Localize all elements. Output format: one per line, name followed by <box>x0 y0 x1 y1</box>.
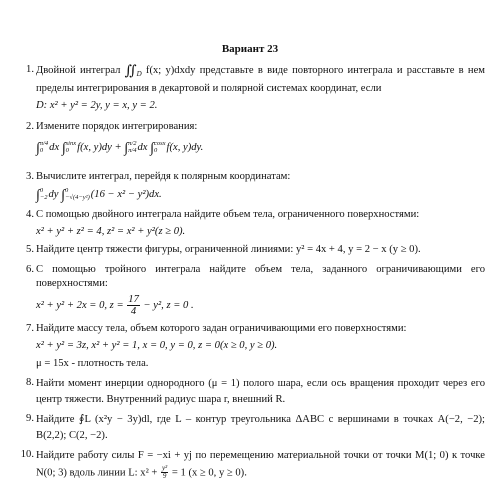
task-number: 1. <box>26 64 34 75</box>
task-8: 8. Найти момент инерции однородного (μ = 1) полого шара, если ось вращения проходит через его центр тяжести. Внутренний радиус шара r, внешний R. <box>20 376 485 409</box>
task-6: 6. С помощью тройного интеграла найдите объем тела, заданного ограничивающими его поверхностями: x² + y² + 2x = 0, z = $\frac{17}{4}$ − y², z = 0 . <box>20 263 485 317</box>
task-formula: ∫ 0 −2 dy ∫ 0 −√(4−y²) (16 − x² − y²)dx. <box>36 187 162 204</box>
task-5: 5. Найдите центр тяжести фигуры, ограниченной линиями: y² = 4x + 4, y = 2 − x (y ≥ 0). <box>20 243 485 257</box>
task-number: 2. <box>26 121 34 132</box>
task-4: 4. С помощью двойного интеграла найдите объем тела, ограниченного поверхностями: x² + y² + z² = 4, z² = x² + y²(z ≥ 0). <box>20 208 485 240</box>
task-formula: ∫ π/4 0 dx ∫ sinx 0 f(x, y)dy + ∫ π/2 π/4 dx ∫ cosx 0 f(x, y)dy. <box>36 140 204 157</box>
density-note: μ = 15x - плотность тела. <box>36 357 149 369</box>
variant-title: Вариант 23 <box>221 43 279 55</box>
task-number: 5. <box>26 244 34 255</box>
task-number: 4. <box>26 209 34 220</box>
task-number: 10. <box>20 449 34 460</box>
task-1: 1. Двойной интеграл $∬_D$ f(x; y)dxdy представьте в виде повторного интеграла и расставьте в нем пределы интегрирования в декартовой и полярной системах координат, если D: x² + y² = 2y, y = x, y = 2. <box>20 63 485 113</box>
task-10: 10. Найдите работу силы F = −xi + yj по перемещению материальной точки от точки M(1; 0) к точке N(0; 3) вдоль линии L: x² + $\frac{\text{y²}}{9}$ = 1 (x ≥ 0, y ≥ 0). <box>20 449 485 481</box>
task-9: 9. Найдите ∮L (x²y − 3y)dl, где L – контур треугольника ΔABC с вершинами в точках A(−2, −2); B(2,2); C(2, −2). <box>20 412 485 445</box>
task-number: 8. <box>26 377 34 388</box>
task-formula: D: x² + y² = 2y, y = x, y = 2. <box>36 100 158 112</box>
task-2: 2. Измените порядок интегрирования: ∫ π/4 0 dx ∫ sinx 0 f(x, y)dy + ∫ π/2 π/4 dx ∫ cosx 0 f(x, y)dy. <box>20 120 485 159</box>
task-3: 3. Вычислите интеграл, перейдя к полярным координатам: ∫ 0 −2 dy ∫ 0 −√(4−y²) (16 − x² − y²)dx. <box>20 170 485 206</box>
task-number: 7. <box>26 323 34 334</box>
task-formula: x² + y² + z² = 4, z² = x² + y²(z ≥ 0). <box>36 226 186 238</box>
task-formula: x² + y² + 2x = 0, z = $\frac{17}{4}$ − y², z = 0 . <box>36 293 194 317</box>
task-number: 6. <box>26 264 34 275</box>
task-formula: x² + y² = 3z, x² + y² = 1, x = 0, y = 0, z = 0(x ≥ 0, y ≥ 0). <box>36 340 278 352</box>
double-integral-sign: ∬ <box>124 64 137 79</box>
task-7: 7. Найдите массу тела, объем которого задан ограничивающими его поверхностями: x² + y² = 3z, x² + y² = 1, x = 0, y = 0, z = 0(x ≥ 0, y ≥ 0). μ = 15x - плотность тела. <box>20 322 485 371</box>
task-number: 9. <box>26 413 34 424</box>
task-number: 3. <box>26 171 34 182</box>
